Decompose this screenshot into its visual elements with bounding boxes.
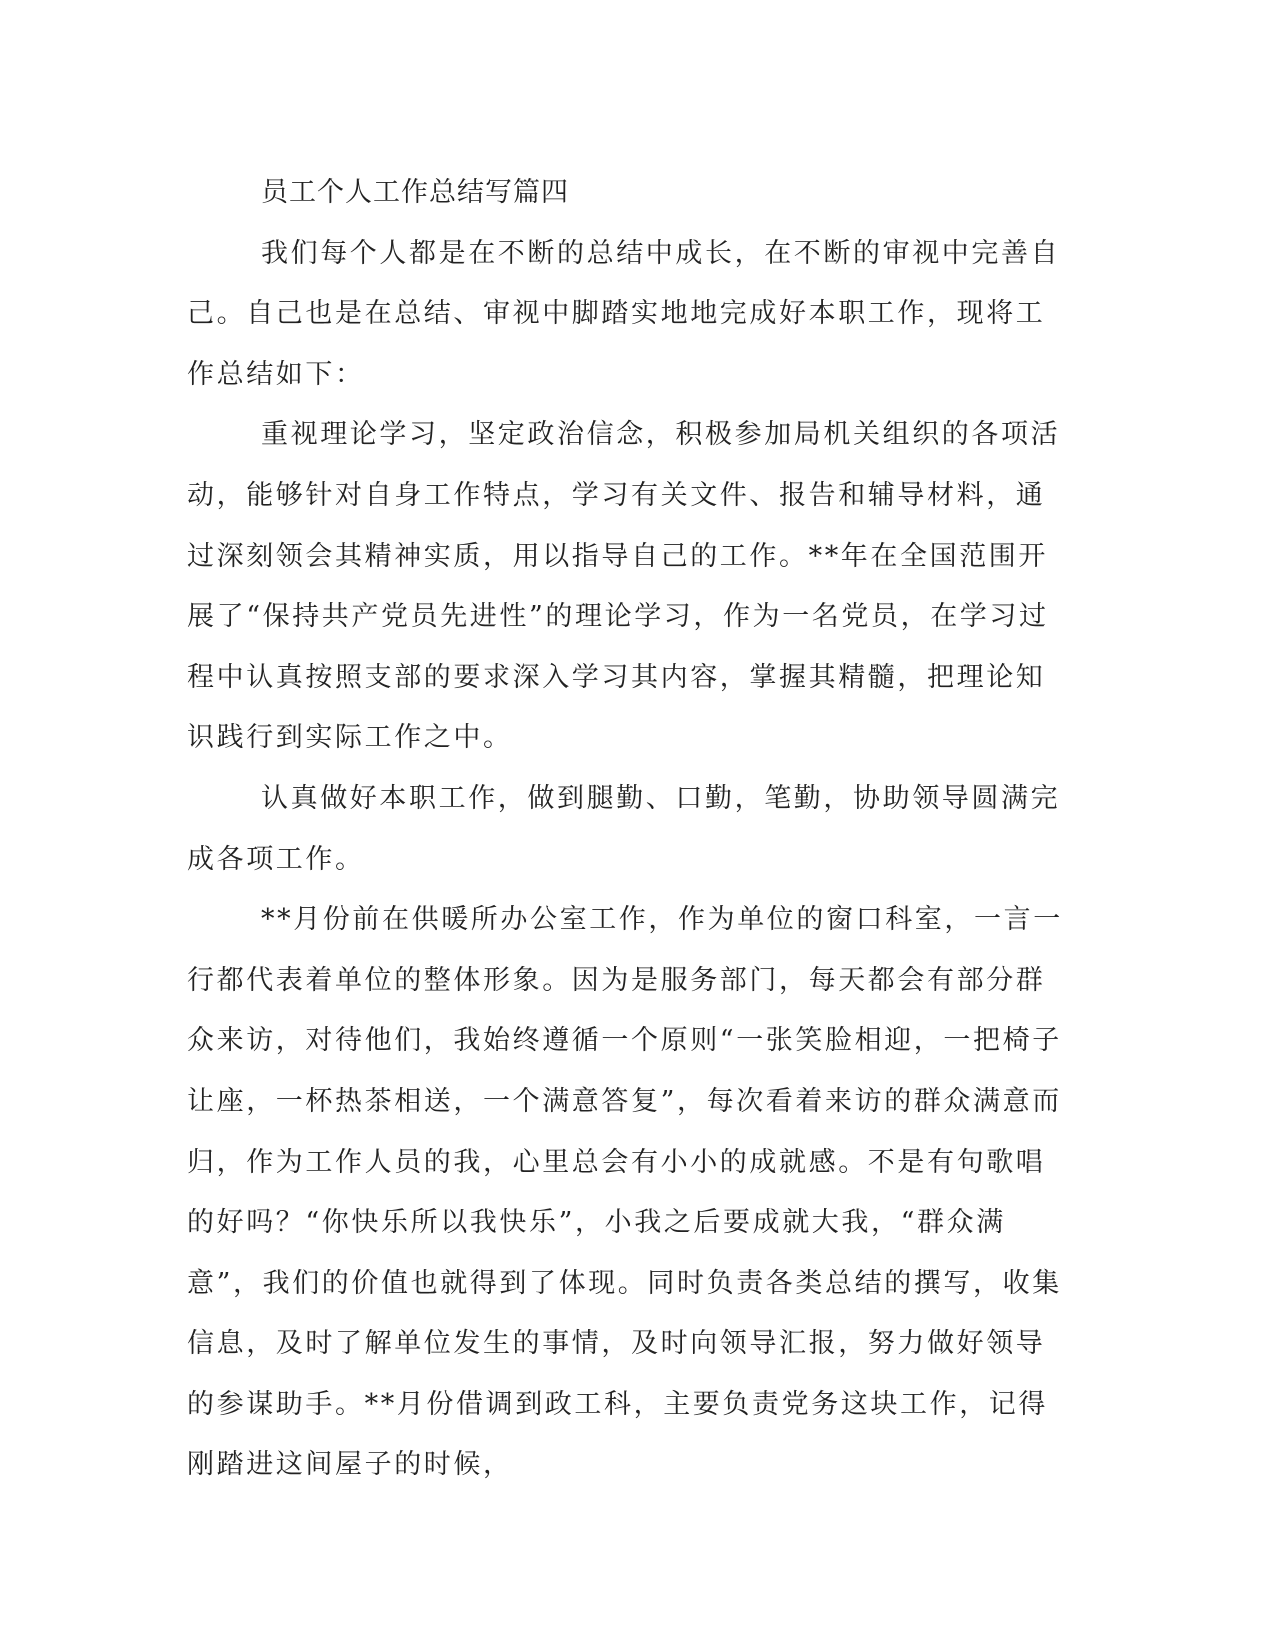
paragraph-theory-study: 重视理论学习，坚定政治信念，积极参加局机关组织的各项活动，能够针对自身工作特点，学习有关文件、报告和辅导材料，通过深刻领会其精神实质，用以指导自己的工作。**年在全国范围开展了“保持共产党员先进性”的理论学习，作为一名党员，在学习过程中认真按照支部的要求深入学习其内容，掌握其精髓，把理论知识践行到实际工作之中。 bbox=[187, 419, 1061, 754]
document-body bbox=[187, 163, 1067, 1496]
paragraph-office-work: **月份前在供暖所办公室工作，作为单位的窗口科室，一言一行都代表着单位的整体形象。因为是服务部门，每天都会有部分群众来访，对待他们，我始终遵循一个原则“一张笑脸相迎，一把椅子让座，一杯热茶相送，一个满意答复”，每次看着来访的群众满意而归，作为工作人员的我，心里总会有小小的成就感。不是有句歌唱的好吗？“你快乐所以我快乐”，小我之后要成就大我，“群众满意”，我们的价值也就得到了体现。同时负责各类总结的撰写，收集信息，及时了解单位发生的事情，及时向领导汇报，努力做好领导的参谋助手。**月份借调到政工科，主要负责党务这块工作，记得刚踏进这间屋子的时候， bbox=[187, 904, 1063, 1481]
paragraph-duties: 认真做好本职工作，做到腿勤、口勤，笔勤，协助领导圆满完成各项工作。 bbox=[187, 782, 1061, 875]
paragraph-intro: 我们每个人都是在不断的总结中成长，在不断的审视中完善自己。自己也是在总结、审视中脚踏实地地完成好本职工作，现将工作总结如下： bbox=[187, 237, 1061, 390]
document-title: 员工个人工作总结写篇四 bbox=[261, 177, 569, 208]
